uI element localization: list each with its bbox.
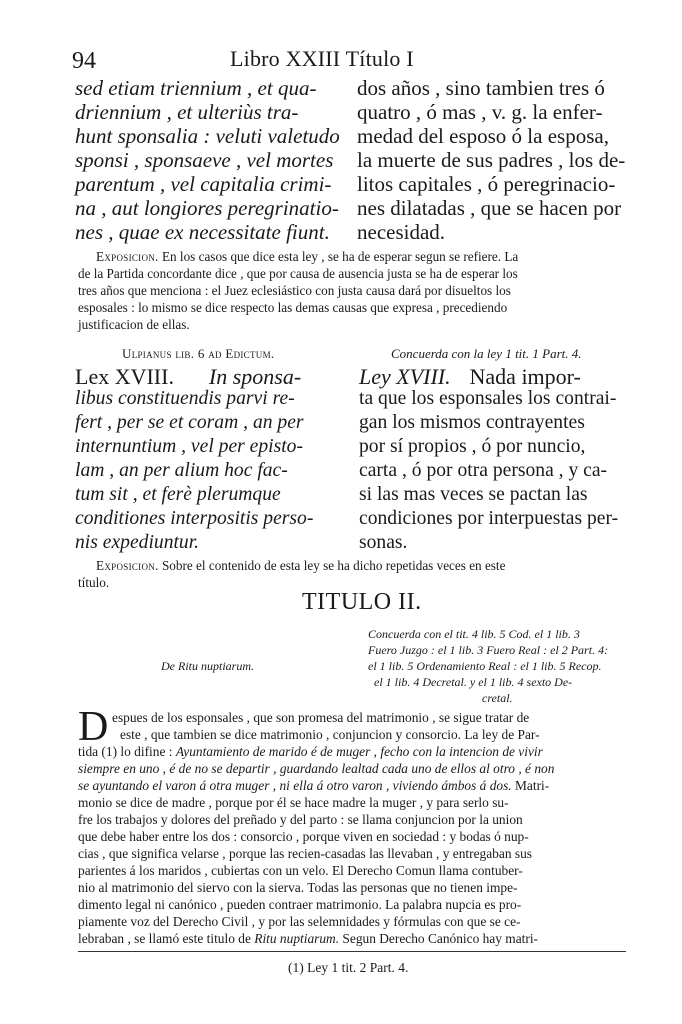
exposicion-label: Exposicion. [96,558,159,573]
body-line: siempre en uno , é de no se departir , guardando lealtad cada uno de ellos al otro , é non [78,761,555,776]
concordance-line: cretal. [482,691,513,705]
concordance-citation: Concuerda con la ley 1 tit. 1 Part. 4. [391,346,582,361]
concordance-line: el 1 lib. 4 Decretal. y el 1 lib. 4 sexto De- [374,675,573,689]
lex-text: In sponsa- [208,364,302,389]
lex-heading: Lex XVIII. [75,364,174,389]
page-number: 94 [72,48,96,74]
running-head: Libro XXIII Título I [230,46,414,71]
section-heading: TITULO II. [302,589,422,615]
latin-line: parentum , vel capitalia crimi- [75,172,332,196]
body-line: parientes á los maridos , cubiertas con un velo. El Derecho Comun llama contuber- [78,863,523,878]
body-line: cias , que significa velarse , porque las recien-casadas las llevaban , y entregaban sus [78,846,532,861]
body-line: piamente voz del Derecho Civil , y por las selemnidades y fórmulas con que se ce- [78,914,521,929]
spanish-line: litos capitales , ó peregrinacio- [357,172,616,196]
concordance-line: Concuerda con el tit. 4 lib. 5 Cod. el 1 lib. 3 [368,627,580,641]
lex-line: tum sit , et ferè plerumque [75,484,281,505]
exposicion-line: título. [78,575,110,590]
concordance-line: Fuero Juzgo : el 1 lib. 3 Fuero Real : el 2 Part. 4: [368,643,609,657]
source-citation-latin: Ulpianus lib. 6 ad Edictum. [122,346,275,361]
spanish-line: medad del esposo ó la esposa, [357,124,609,148]
spanish-line: nes dilatadas , que se hacen por [357,196,622,220]
latin-line: hunt sponsalia : veluti valetudo [75,124,340,148]
spanish-line: quatro , ó mas , v. g. la enfer- [357,100,603,124]
exposicion-text: Sobre el contenido de esta ley se ha dicho repetidas veces en este [161,558,506,573]
lex-line: libus constituendis parvi re- [75,388,295,409]
body-line: espues de los esponsales , que son promesa del matrimonio , se sigue tratar de [112,710,530,725]
body-line: tida (1) lo difine : Ayuntamiento de marido é de muger , fecho con la intencion de vivir [78,744,543,759]
latin-line: driennium , et ulteriùs tra- [75,100,299,124]
exposicion-first-line [96,249,518,265]
latin-line: na , aut longiores peregrinatio- [75,196,339,220]
ley-heading: Ley XVIII. [359,364,451,389]
ley-line: sonas. [359,532,408,553]
exposicion-line: esposales : lo mismo se dice respecto las demas causas que expresa , precediendo [78,300,508,315]
lex-line: internuntium , vel per episto- [75,436,304,457]
ley-line: gan los mismos contrayentes [359,412,585,433]
body-line: dimento legal ni canónico , pueden contraer matrimonio. La palabra nupcia es pro- [78,897,522,912]
body-line: este , que tambien se dice matrimonio , conjuncion y consorcio. La ley de Par- [120,727,540,742]
body-line: lebraban , se llamó este titulo de Ritu nuptiarum. Segun Derecho Canónico hay matri- [78,931,539,946]
concordance-line: el 1 lib. 5 Ordenamiento Real : el 1 lib. 5 Recop. [368,659,602,673]
exposicion-line: justificacion de ellas. [78,317,190,332]
spanish-line: dos años , sino tambien tres ó [357,76,605,100]
exposicion-first-line [96,558,505,574]
body-line: monio se dice de madre , porque por él se hace madre la muger , y para serlo su- [78,795,509,810]
lex-line: lam , an per alium hoc fac- [75,460,288,481]
exposicion-text: En los casos que dice esta ley , se ha de esperar segun se refiere. La [161,249,519,264]
body-line: fre los trabajos y dolores del preñado y del parto : se llama conjuncion por la union [78,812,523,827]
body-line: nio al matrimonio del siervo con la sierva. Todas las personas que no tienen impe- [78,880,518,895]
lex-line: nis expediuntur. [75,532,200,553]
ley-text: Nada impor- [469,364,581,389]
body-line: que debe haber entre los dos : consorcio , porque viven en sociedad : y bodas ó nup- [78,829,529,844]
footnote-rule [78,951,626,952]
section-subtitle: De Ritu nuptiarum. [161,659,254,673]
ley-first-line [359,364,581,390]
ley-line: carta , ó por otra persona , y ca- [359,460,608,481]
spanish-line: la muerte de sus padres , los de- [357,148,626,172]
exposicion-label: Exposicion. [96,249,159,264]
ley-line: si las mas veces se pactan las [359,484,588,505]
spanish-line: necesidad. [357,220,446,244]
exposicion-line: tres años que menciona : el Juez eclesiástico con justa causa dará por disueltos los [78,283,511,298]
lex-first-line [75,364,301,390]
exposicion-line: de la Partida concordante dice , que por causa de ausencia justa se ha de esperar los [78,266,518,281]
latin-line: sponsi , sponsaeve , vel mortes [75,148,334,172]
latin-line: sed etiam triennium , et qua- [75,76,317,100]
footnote: (1) Ley 1 tit. 2 Part. 4. [288,960,409,975]
ley-line: por sí propios , ó por nuncio, [359,436,586,457]
drop-cap: D [78,704,109,750]
ley-line: ta que los esponsales los contrai- [359,388,617,409]
lex-line: conditiones interpositis perso- [75,508,314,529]
latin-line: nes , quae ex necessitate fiunt. [75,220,330,244]
ley-line: condiciones por interpuestas per- [359,508,619,529]
lex-line: fert , per se et coram , an per [75,412,304,433]
body-line: se ayuntando el varon á otra muger , ni ella á otro varon , viviendo ámbos á dos. Matri- [78,778,550,793]
